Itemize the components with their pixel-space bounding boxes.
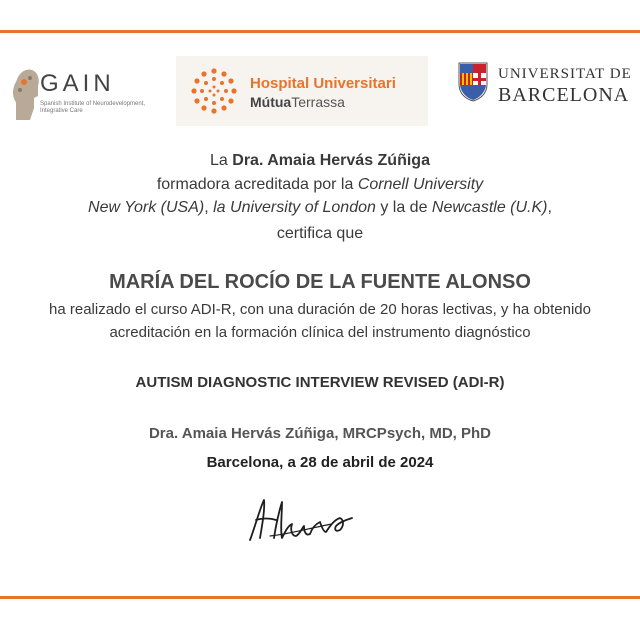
place-and-date: Barcelona, a 28 de abril de 2024: [206, 454, 434, 471]
top-divider: [0, 30, 640, 33]
course-description-line2: acreditación en la formación clínica del instrumento diagnóstico: [109, 324, 531, 341]
hospital-subname-rest: Terrassa: [291, 94, 345, 110]
institution-newcastle: Newcastle (U.K): [431, 199, 548, 216]
hospital-subname-bold: Mútua: [250, 94, 292, 110]
trainer-line: [0, 152, 640, 170]
institutions-sep2: y la de: [375, 199, 432, 216]
dotted-circle-icon: [190, 67, 238, 115]
hospital-logo: [176, 56, 428, 126]
bottom-divider: [0, 596, 640, 599]
signer-credentials: Dra. Amaia Hervás Zúñiga, MRCPsych, MD, PhD: [148, 425, 492, 442]
head-profile-icon: [10, 62, 40, 124]
university-shield-icon: [458, 62, 488, 102]
accreditation-line: [0, 176, 640, 194]
trainer-name: Dra. Amaia Hervás Zúñiga: [232, 152, 430, 169]
hospital-subname: [250, 94, 345, 110]
university-logo: [456, 62, 636, 122]
university-name-line2: BARCELONA: [498, 84, 630, 106]
course-title: AUTISM DIAGNOSTIC INTERVIEW REVISED (ADI-R): [135, 374, 505, 391]
institutions-sep3: ,: [547, 199, 552, 216]
recipient-name: MARÍA DEL ROCÍO DE LA FUENTE ALONSO: [109, 271, 531, 293]
accreditation-prefix: formadora acreditada por la: [156, 176, 358, 193]
institution-newyork: New York (USA): [88, 199, 205, 216]
cornell-institution: Cornell University: [357, 176, 484, 193]
institutions-line: [0, 199, 640, 217]
hospital-name: Hospital Universitari: [250, 75, 396, 92]
university-name-line1: UNIVERSITAT DE: [498, 66, 632, 82]
institution-london: la University of London: [213, 199, 376, 216]
certifies-text: certifica que: [276, 225, 364, 242]
igain-subtitle: Spanish Institute of Neurodevelopment, Integrative Care: [40, 101, 146, 114]
signature: [240, 490, 370, 550]
institutions-sep1: ,: [204, 199, 214, 216]
course-description-line1: ha realizado el curso ADI-R, con una duración de 20 horas lectivas, y ha obtenido: [49, 301, 591, 318]
trainer-prefix: La: [210, 152, 233, 169]
igain-wordmark: GAIN: [40, 70, 115, 97]
igain-logo: [8, 58, 158, 128]
